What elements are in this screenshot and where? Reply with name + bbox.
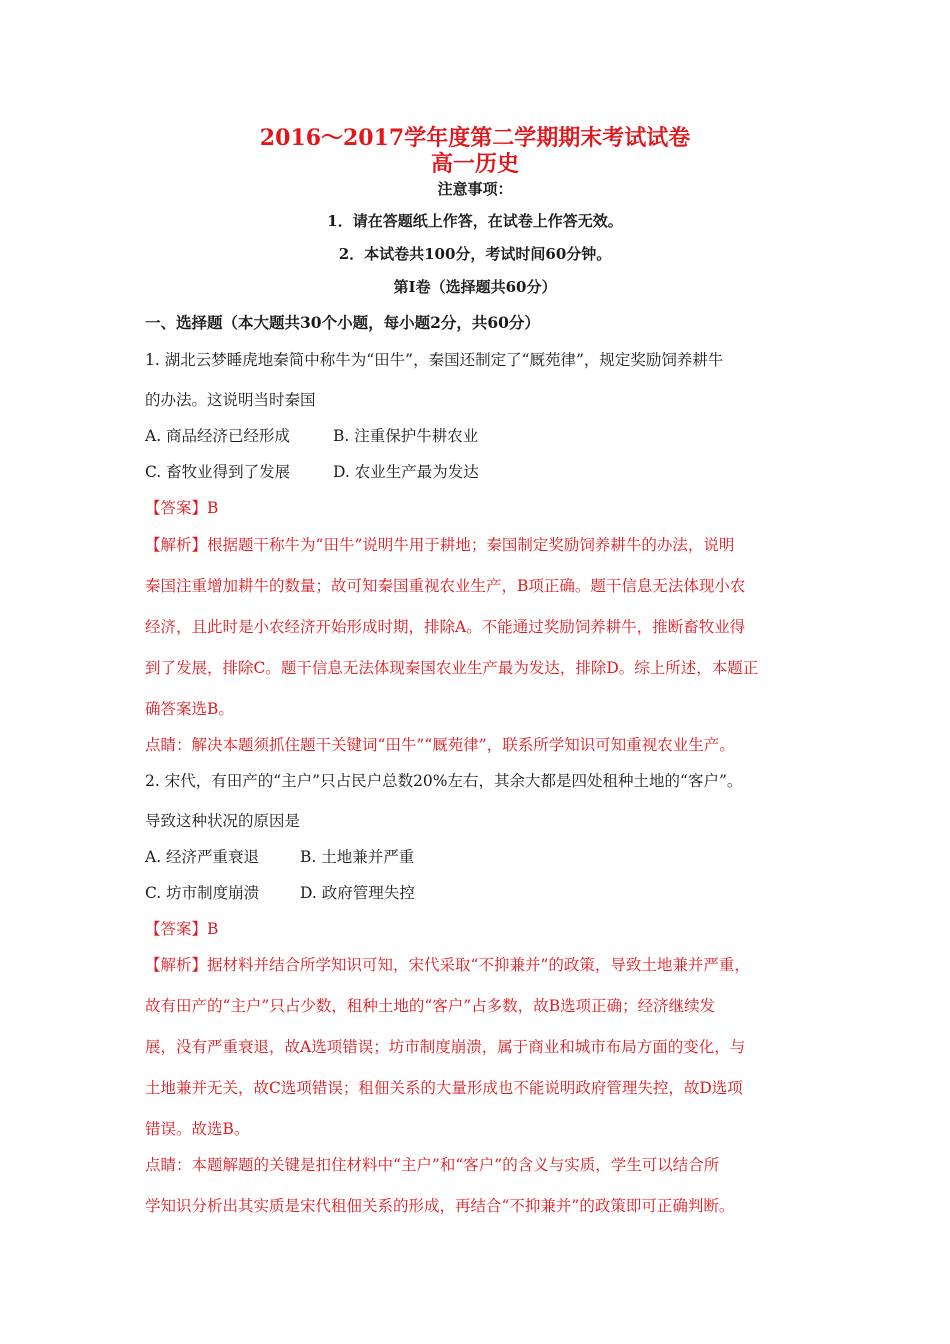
q2-analysis-line-1 <box>145 955 750 975</box>
q2-tip-line-1: 点睛：本题解题的关键是扣住材料中“主户”和“客户”的含义与实质，学生可以结合所 <box>145 1156 720 1174</box>
q2-analysis-line-4: 土地兼并无关，故C选项错误；租佃关系的大量形成也不能说明政府管理失控，故D选项 <box>145 1079 743 1097</box>
q2-analysis-line-5: 错误。故选B。 <box>145 1120 250 1138</box>
q2-answer-value: B <box>207 920 219 938</box>
notice-item-1: 1．请在答题纸上作答，在试卷上作答无效。 <box>327 212 623 230</box>
exam-title: 2016～2017学年度第二学期期末考试试卷 <box>259 125 691 151</box>
q2-option-b: B. 土地兼并严重 <box>300 848 415 866</box>
notice-heading: 注意事项： <box>437 180 513 198</box>
q2-analysis-tag: 【解析】 <box>145 956 208 974</box>
q1-option-a: A. 商品经济已经形成 <box>145 427 291 445</box>
q2-stem-line-1: 2. 宋代，有田产的“主户”只占民户总数20%左右，其余大都是四处租种土地的“客户”。 <box>145 772 743 790</box>
q1-options-row-1 <box>145 426 478 446</box>
q1-option-c: C. 畜牧业得到了发展 <box>145 463 291 481</box>
notice-item-2: 2．本试卷共100分，考试时间60分钟。 <box>338 245 612 263</box>
q1-option-d: D. 农业生产最为发达 <box>333 463 479 481</box>
q1-analysis-tag: 【解析】 <box>145 536 208 554</box>
q1-stem-line-1: 1. 湖北云梦睡虎地秦简中称牛为“田牛”，秦国还制定了“厩苑律”，规定奖励饲养耕牛 <box>145 351 724 369</box>
q1-answer-value: B <box>207 499 219 517</box>
q2-answer-tag: 【答案】 <box>145 920 208 938</box>
q2-stem-line-2: 导致这种状况的原因是 <box>145 812 301 830</box>
subject-title: 高一历史 <box>430 151 519 177</box>
q1-tip: 点睛：解决本题须抓住题干关键词“田牛”“厩苑律”，联系所学知识可知重视农业生产。 <box>145 736 735 754</box>
q1-option-b: B. 注重保护牛耕农业 <box>333 427 479 445</box>
volume-heading: 第Ⅰ卷（选择题共60分） <box>393 278 557 296</box>
q2-analysis-text-1: 据材料并结合所学知识可知，宋代采取“不抑兼并”的政策，导致土地兼并严重， <box>207 956 750 974</box>
q2-answer <box>145 919 218 939</box>
q1-answer <box>145 498 218 518</box>
q2-tip-line-2: 学知识分析出其实质是宋代租佃关系的形成，再结合“不抑兼并”的政策即可正确判断。 <box>145 1197 735 1215</box>
q1-analysis-line-1 <box>145 535 734 555</box>
q1-options-row-2 <box>145 462 479 482</box>
q2-options-row-1 <box>145 847 414 867</box>
q2-analysis-line-3: 展，没有严重衰退，故A选项错误；坊市制度崩溃，属于商业和城市布局方面的变化，与 <box>145 1038 746 1056</box>
q2-option-a: A. 经济严重衰退 <box>145 848 260 866</box>
q1-analysis-line-4: 到了发展，排除C。题干信息无法体现秦国农业生产最为发达，排除D。综上所述，本题正 <box>145 659 759 677</box>
q1-analysis-text-1: 根据题干称牛为“田牛”说明牛用于耕地；秦国制定奖励饲养耕牛的办法，说明 <box>207 536 735 554</box>
q2-option-c: C. 坊市制度崩溃 <box>145 884 260 902</box>
q1-stem-line-2: 的办法。这说明当时秦国 <box>145 391 316 409</box>
q2-option-d: D. 政府管理失控 <box>300 884 415 902</box>
q1-analysis-line-2: 秦国注重增加耕牛的数量；故可知秦国重视农业生产，B项正确。题干信息无法体现小农 <box>145 577 746 595</box>
q2-options-row-2 <box>145 883 415 903</box>
q2-analysis-line-2: 故有田产的“主户”只占少数，租种土地的“客户”占多数，故B选项正确；经济继续发 <box>145 997 716 1015</box>
q1-answer-tag: 【答案】 <box>145 499 208 517</box>
section-heading: 一、选择题（本大题共30个小题，每小题2分，共60分） <box>145 313 540 332</box>
q1-analysis-line-3: 经济，且此时是小农经济开始形成时期，排除A。不能通过奖励饲养耕牛，推断畜牧业得 <box>145 618 746 636</box>
q1-analysis-line-5: 确答案选B。 <box>145 700 234 718</box>
